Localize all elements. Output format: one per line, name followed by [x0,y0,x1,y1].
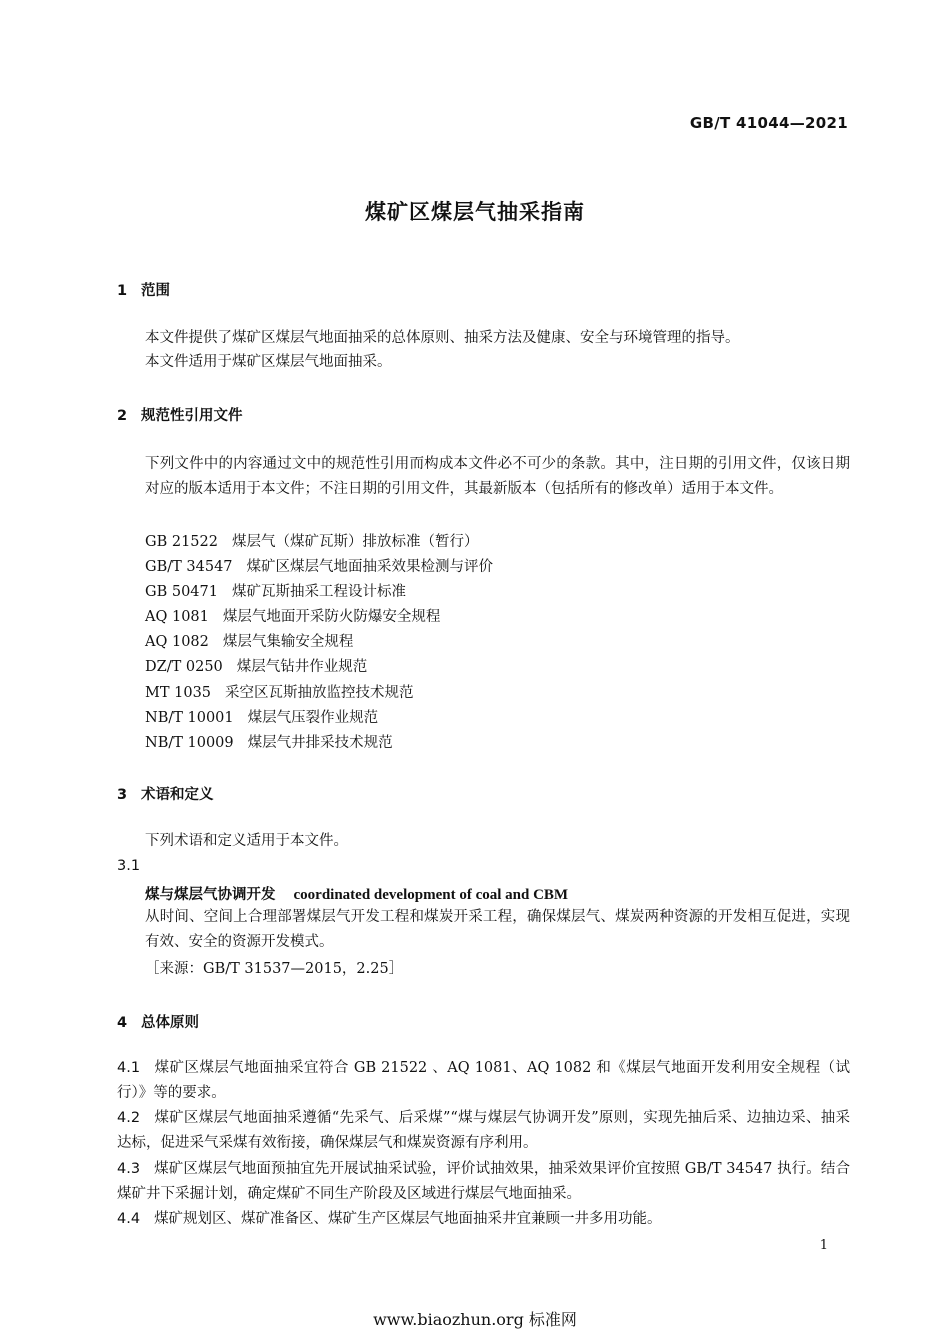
reference-code: MT 1035 [145,685,212,701]
reference-item [145,555,493,576]
reference-name: 煤层气集输安全规程 [222,634,354,650]
term-definition [117,905,850,955]
reference-code: DZ/T 0250 [145,659,223,675]
clause-number: 4.3 [117,1161,141,1177]
reference-item [145,706,378,727]
section-title: 总体原则 [141,1015,199,1031]
reference-item [145,731,393,752]
references-intro-text: 下列文件中的内容通过文中的规范性引用而构成本文件必不可少的条款。其中，注日期的引用文件，仅该日期对应的版本适用于本文件；不注日期的引用文件，其最新版本（包括所有的修改单）适用于本文件。 [145,456,850,497]
term-definition-text: 从时间、空间上合理部署煤层气开发工程和煤炭开采工程，确保煤层气、煤炭两种资源的开发相互促进，实现有效、安全的资源开发模式。 [145,909,850,950]
terms-intro: 下列术语和定义适用于本文件。 [145,833,348,849]
document-title: 煤矿区煤层气抽采指南 [365,200,585,224]
term-english: coordinated development of coal and CBM [293,887,569,903]
section-number: 3 [117,787,128,803]
clause-4-1 [117,1056,850,1106]
reference-name: 煤层气压裂作业规范 [247,710,379,726]
scope-paragraph-2: 本文件适用于煤矿区煤层气地面抽采。 [145,354,392,370]
reference-name: 煤矿区煤层气地面抽采效果检测与评价 [246,559,494,575]
section-number: 2 [117,408,128,424]
clause-text: 煤矿区煤层气地面抽采宜符合 GB 21522 、AQ 1081、AQ 1082 和《煤层气地面开发利用安全规程（试行）》等的要求。 [117,1060,850,1101]
section-3-heading [117,783,214,804]
section-title: 范围 [141,283,170,299]
reference-name: 煤层气（煤矿瓦斯）排放标准（暂行） [231,534,479,550]
reference-item [145,630,353,651]
clause-4-2 [117,1106,850,1156]
standard-code: GB/T 41044—2021 [689,114,848,132]
reference-name: 采空区瓦斯抽放监控技术规范 [225,685,414,701]
section-4-heading [117,1011,199,1032]
section-2-heading [117,404,243,425]
reference-code: GB 50471 [145,584,218,600]
section-title: 规范性引用文件 [141,408,243,424]
clause-text: 煤矿区煤层气地面抽采遵循“先采气、后采煤”“煤与煤层气协调开发”原则，实现先抽后采、边抽边采、抽采达标，促进采气采煤有效衔接，确保煤层气和煤炭资源有序利用。 [117,1110,850,1151]
scope-paragraph-1: 本文件提供了煤矿区煤层气地面抽采的总体原则、抽采方法及健康、安全与环境管理的指导。 [145,330,740,346]
clause-number: 4.4 [117,1211,141,1227]
section-title: 术语和定义 [141,787,214,803]
page-number: 1 [819,1238,828,1253]
term-entry [145,883,568,904]
reference-code: GB/T 34547 [145,559,233,575]
reference-code: AQ 1081 [145,609,209,625]
reference-item [145,530,478,551]
reference-code: GB 21522 [145,534,218,550]
reference-name: 煤层气井排采技术规范 [247,735,393,751]
clause-number: 4.2 [117,1110,141,1126]
term-number: 3.1 [117,858,141,874]
references-intro [117,452,850,502]
reference-code: AQ 1082 [145,634,209,650]
site-footer: www.biaozhun.org 标准网 [373,1310,577,1329]
term-source: ［来源：GB/T 31537—2015，2.25］ [145,961,404,977]
reference-item [145,681,414,702]
reference-name: 煤层气地面开采防火防爆安全规程 [222,609,441,625]
reference-code: NB/T 10001 [145,710,234,726]
reference-name: 煤层气钻井作业规范 [236,659,368,675]
reference-code: NB/T 10009 [145,735,234,751]
clause-4-4 [117,1207,850,1232]
section-number: 1 [117,283,128,299]
section-1-heading [117,279,170,300]
section-number: 4 [117,1015,128,1031]
clause-text: 煤矿规划区、煤矿准备区、煤矿生产区煤层气地面抽采井宜兼顾一井多用功能。 [154,1211,662,1227]
term-chinese: 煤与煤层气协调开发 [145,887,276,903]
clause-text: 煤矿区煤层气地面预抽宜先开展试抽采试验，评价试抽效果，抽采效果评价宜按照 GB/T 34547 执行。结合煤矿井下采掘计划，确定煤矿不同生产阶段及区域进行煤层气地面抽采。 [117,1161,850,1202]
reference-item [145,580,406,601]
clause-number: 4.1 [117,1060,141,1076]
reference-item [145,605,440,626]
reference-item [145,655,367,676]
reference-name: 煤矿瓦斯抽采工程设计标准 [231,584,406,600]
clause-4-3 [117,1157,850,1207]
